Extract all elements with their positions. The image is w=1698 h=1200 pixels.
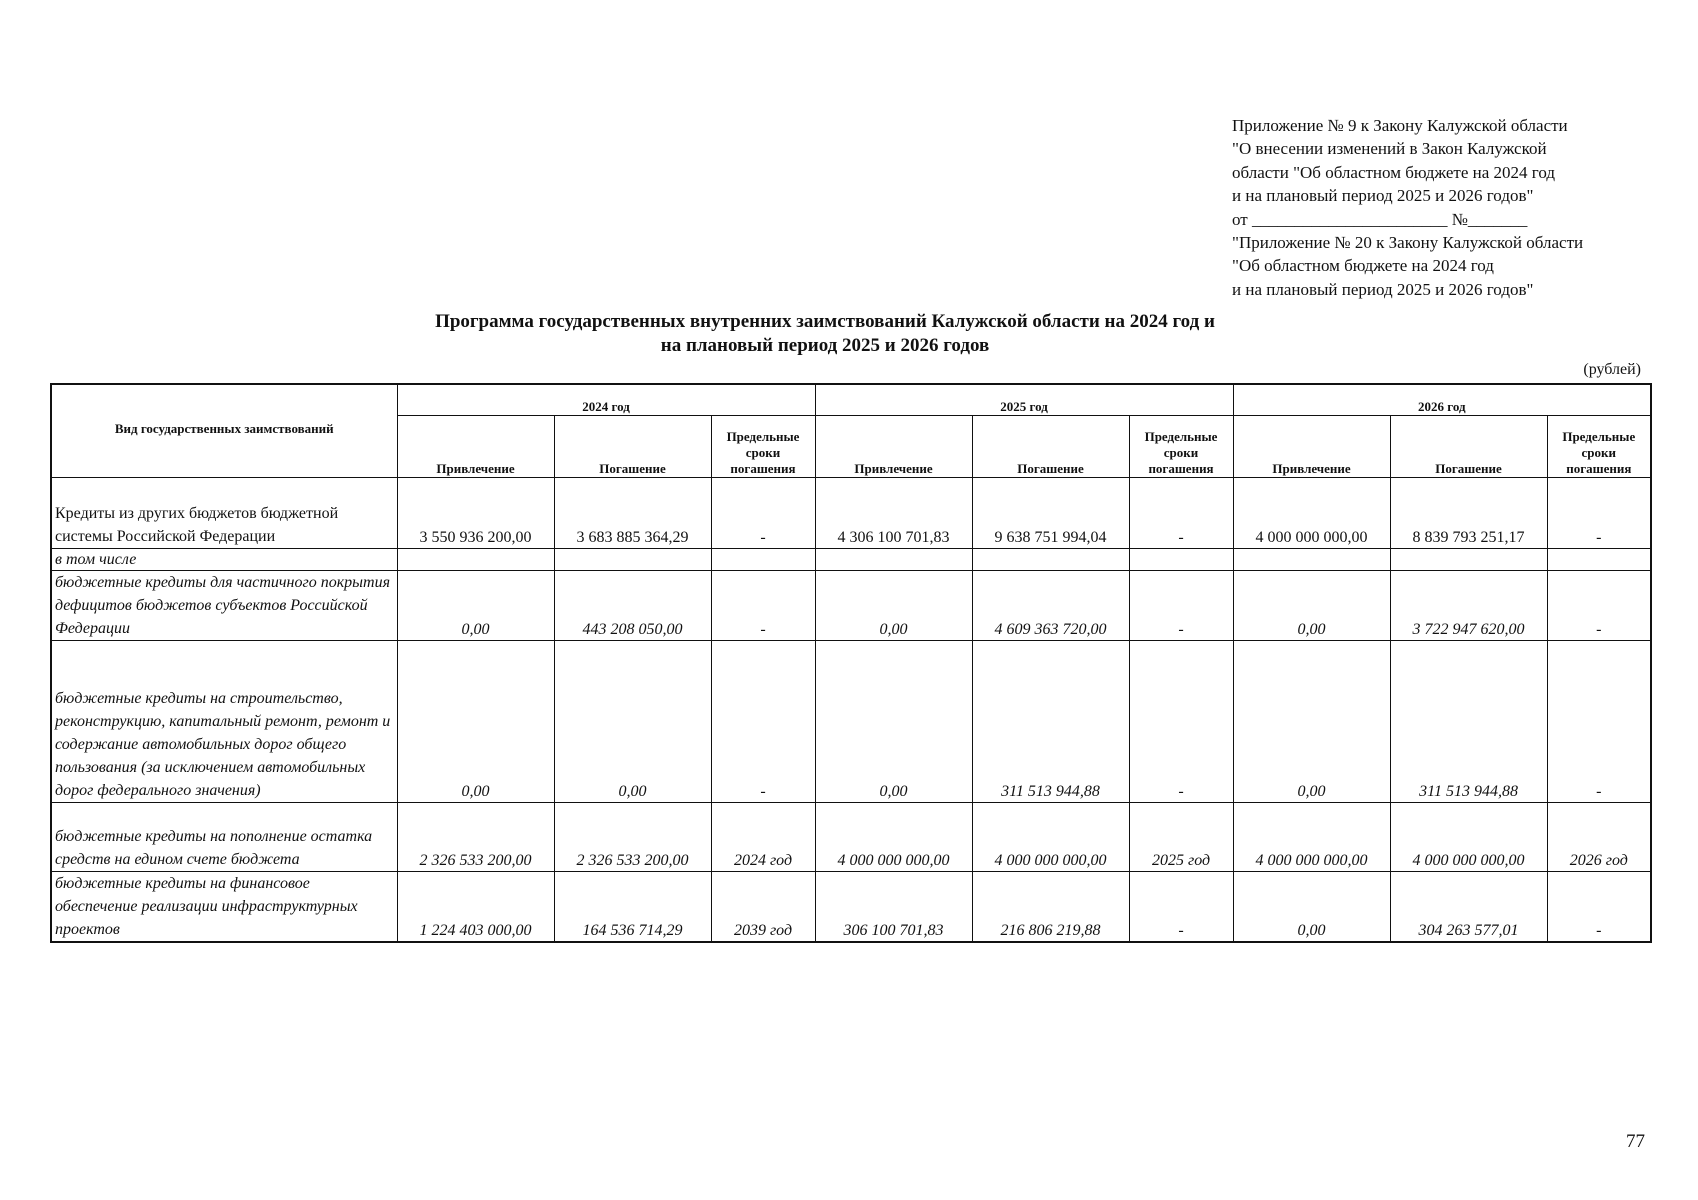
cell-value [1547, 548, 1651, 570]
row-label: в том числе [51, 548, 397, 570]
header-year-2026: 2026 год [1233, 384, 1651, 415]
cell-value: 306 100 701,83 [815, 871, 972, 942]
appendix-header [1232, 114, 1652, 301]
cell-value: 0,00 [397, 570, 554, 640]
cell-value: 2026 год [1547, 802, 1651, 871]
table-row [51, 802, 1651, 871]
cell-value: 2024 год [711, 802, 815, 871]
cell-value: 4 000 000 000,00 [1390, 802, 1547, 871]
appendix-line: "Приложение № 20 к Закону Калужской области [1232, 233, 1584, 253]
cell-value: - [1547, 871, 1651, 942]
header-year-2024: 2024 год [397, 384, 815, 415]
cell-value: 1 224 403 000,00 [397, 871, 554, 942]
cell-value: - [1547, 477, 1651, 548]
cell-value [711, 548, 815, 570]
borrowing-table [50, 383, 1652, 943]
units-label: (рублей) [1583, 361, 1641, 378]
cell-value: 3 683 885 364,29 [554, 477, 711, 548]
cell-value: 0,00 [815, 570, 972, 640]
cell-value: 2039 год [711, 871, 815, 942]
cell-value: - [1129, 871, 1233, 942]
document-title [300, 310, 1350, 358]
cell-value: 0,00 [1233, 871, 1390, 942]
header-repayment: Погашение [972, 415, 1129, 477]
row-label: бюджетные кредиты на пополнение остатка средств на едином счете бюджета [51, 802, 397, 871]
table-row [51, 477, 1651, 548]
cell-value [1390, 548, 1547, 570]
cell-value: - [1129, 477, 1233, 548]
appendix-line: Приложение № 9 к Закону Калужской области [1232, 116, 1568, 135]
cell-value: - [1129, 640, 1233, 802]
row-label: бюджетные кредиты для частичного покрытия дефицитов бюджетов субъектов Российской Федерации [51, 570, 397, 640]
cell-value: 2 326 533 200,00 [554, 802, 711, 871]
cell-value: 4 306 100 701,83 [815, 477, 972, 548]
table-row [51, 640, 1651, 802]
row-label: Кредиты из других бюджетов бюджетной системы Российской Федерации [51, 477, 397, 548]
title-line-1: Программа государственных внутренних заимствований Калужской области на 2024 год и [435, 311, 1215, 332]
cell-value: 311 513 944,88 [972, 640, 1129, 802]
cell-value: - [711, 477, 815, 548]
cell-value: - [1547, 570, 1651, 640]
cell-value: - [1547, 640, 1651, 802]
table-row [51, 570, 1651, 640]
header-borrowing-type: Вид государственных заимствований [51, 384, 397, 477]
table-row [51, 548, 1651, 570]
appendix-line: и на плановый период 2025 и 2026 годов" [1232, 186, 1534, 206]
row-label: бюджетные кредиты на строительство, реконструкцию, капитальный ремонт, ремонт и содержание автомобильных дорог общего пользования (за исключением автомобильных дорог федерального значения) [51, 640, 397, 802]
cell-value: 4 000 000 000,00 [1233, 477, 1390, 548]
appendix-line: "Об областном бюджете на 2024 год [1232, 256, 1494, 276]
cell-value: 311 513 944,88 [1390, 640, 1547, 802]
cell-value: 9 638 751 994,04 [972, 477, 1129, 548]
cell-value: 0,00 [554, 640, 711, 802]
cell-value: 0,00 [397, 640, 554, 802]
header-repayment: Погашение [1390, 415, 1547, 477]
cell-value [972, 548, 1129, 570]
cell-value: 4 000 000 000,00 [815, 802, 972, 871]
header-repayment-deadline: Предельные сроки погашения [1129, 415, 1233, 477]
cell-value: - [711, 570, 815, 640]
cell-value: 0,00 [815, 640, 972, 802]
header-year-2025: 2025 год [815, 384, 1233, 415]
row-label: бюджетные кредиты на финансовое обеспечение реализации инфраструктурных проектов [51, 871, 397, 942]
cell-value: 443 208 050,00 [554, 570, 711, 640]
header-repayment-deadline: Предельные сроки погашения [711, 415, 815, 477]
cell-value: 2025 год [1129, 802, 1233, 871]
cell-value: 164 536 714,29 [554, 871, 711, 942]
appendix-line: "О внесении изменений в Закон Калужской [1232, 139, 1547, 159]
cell-value: 8 839 793 251,17 [1390, 477, 1547, 548]
cell-value: 0,00 [1233, 570, 1390, 640]
cell-value: 2 326 533 200,00 [397, 802, 554, 871]
cell-value: 304 263 577,01 [1390, 871, 1547, 942]
page-number: 77 [1626, 1131, 1645, 1152]
cell-value: 4 000 000 000,00 [1233, 802, 1390, 871]
header-attraction: Привлечение [397, 415, 554, 477]
cell-value: 3 550 936 200,00 [397, 477, 554, 548]
cell-value: - [1129, 570, 1233, 640]
cell-value [1233, 548, 1390, 570]
header-repayment: Погашение [554, 415, 711, 477]
cell-value: - [711, 640, 815, 802]
cell-value [815, 548, 972, 570]
header-attraction: Привлечение [815, 415, 972, 477]
header-attraction: Привлечение [1233, 415, 1390, 477]
cell-value [554, 548, 711, 570]
header-repayment-deadline: Предельные сроки погашения [1547, 415, 1651, 477]
cell-value: 4 609 363 720,00 [972, 570, 1129, 640]
table-row [51, 871, 1651, 942]
appendix-line: и на плановый период 2025 и 2026 годов" [1232, 279, 1534, 299]
cell-value [1129, 548, 1233, 570]
cell-value: 0,00 [1233, 640, 1390, 802]
title-line-2: на плановый период 2025 и 2026 годов [660, 335, 990, 356]
cell-value [397, 548, 554, 570]
cell-value: 4 000 000 000,00 [972, 802, 1129, 871]
appendix-line: области "Об областном бюджете на 2024 год [1232, 162, 1555, 182]
cell-value: 3 722 947 620,00 [1390, 570, 1547, 640]
cell-value: 216 806 219,88 [972, 871, 1129, 942]
appendix-line: от _______________________ №_______ [1232, 209, 1528, 229]
